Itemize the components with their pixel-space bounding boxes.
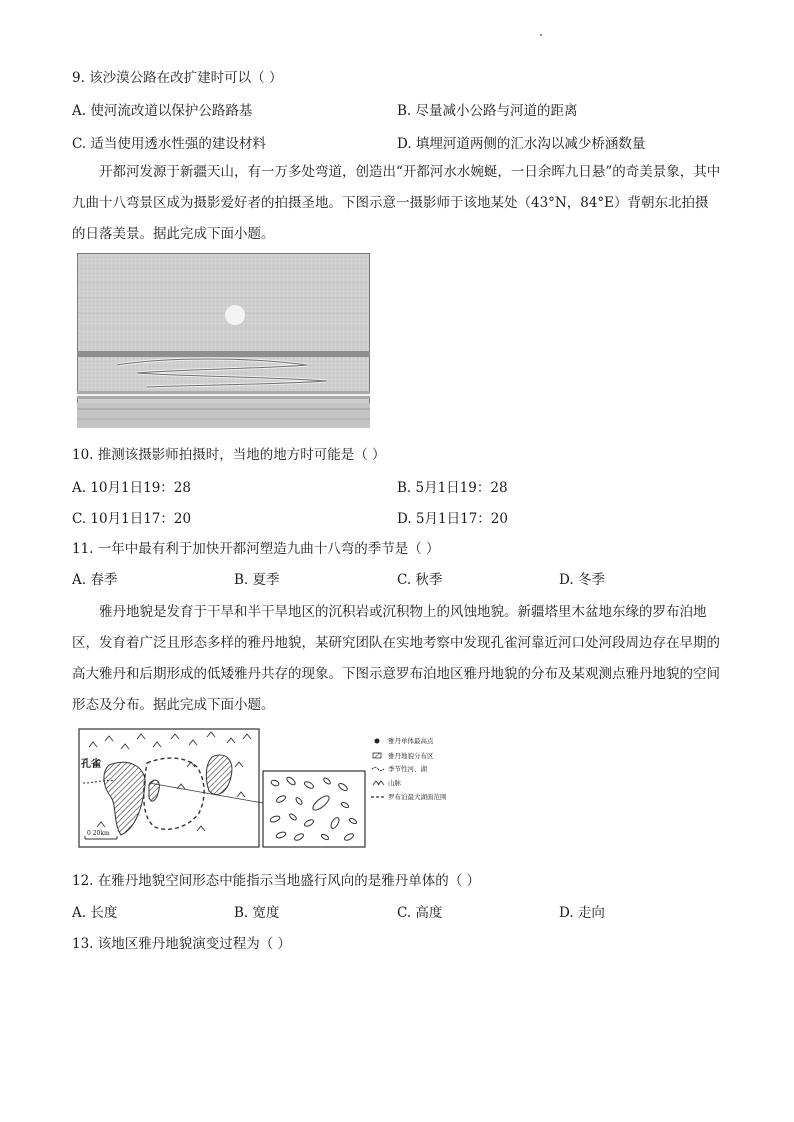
- map-scale-label: 0 20km: [87, 830, 110, 837]
- q9-option-b: B. 尽量减小公路与河道的距离: [397, 103, 578, 119]
- q9-option-c: C. 适当使用透水性强的建设材料: [72, 136, 266, 152]
- q9-option-a: A. 使河流改道以保护公路路基: [72, 103, 253, 119]
- speck: [540, 34, 542, 36]
- detail-map: [263, 771, 365, 847]
- q12-option-d: D. 走向: [559, 905, 605, 921]
- q11-stem: 11. 一年中最有利于加快开都河塑造九曲十八弯的季节是（ ）: [72, 541, 440, 557]
- q12-option-c: C. 高度: [397, 905, 443, 921]
- q12-option-a: A. 长度: [72, 905, 118, 921]
- legend-label-yardang-area: 雅丹地貌分布区: [388, 752, 434, 760]
- map-place-label: 孔雀: [81, 759, 101, 770]
- q9-stem: 9. 该沙漠公路在改扩建时可以（ ）: [72, 70, 283, 86]
- q10-option-b: B. 5月1日19：28: [397, 480, 508, 496]
- passage-kaidu-river: 开都河发源于新疆天山，有一万多处弯道，创造出“开都河水水婉蜒，一日余晖九日悬”的奇美景象，其中九曲十八弯景区成为摄影爱好者的拍摄圣地。下图示意一摄影师于该地某处（43°N，84°E）背朝东北拍摄的日落美景。据此完成下面小题。: [72, 164, 721, 242]
- q13-stem: 13. 该地区雅丹地貌演变过程为（ ）: [72, 936, 292, 952]
- q9-option-d: D. 填埋河道两侧的汇水沟以减少桥涵数量: [397, 136, 646, 152]
- sunset-photo: [77, 253, 370, 428]
- legend-label-seasonal-river: 季节性河、湖: [388, 765, 427, 773]
- q11-option-d: D. 冬季: [559, 572, 605, 588]
- map-legend-symbols: [371, 739, 385, 798]
- q10-stem: 10. 推测该摄影师拍摄时，当地的地方时可能是（ ）: [72, 447, 386, 463]
- q10-option-a: A. 10月1日19：28: [72, 480, 191, 496]
- yardang-map-figure: [77, 727, 507, 849]
- q10-option-c: C. 10月1日17：20: [72, 511, 192, 527]
- q11-option-b: B. 夏季: [234, 572, 280, 588]
- q12-option-b: B. 宽度: [234, 905, 280, 921]
- q11-option-a: A. 春季: [72, 572, 118, 588]
- legend-label-lake-boundary: 罗布泊最大湖面范围: [388, 793, 447, 801]
- legend-label-mountain: 山脉: [388, 779, 401, 787]
- q10-option-d: D. 5月1日17：20: [397, 511, 508, 527]
- legend-label-peak: 雅丹单体最高点: [388, 737, 434, 745]
- passage-yardang: 雅丹地貌是发育于干旱和半干旱地区的沉积岩或沉积物上的风蚀地貌。新疆塔里木盆地东缘的罗布泊地区，发育着广泛且形态多样的雅丹地貌，某研究团队在实地考察中发现孔雀河靠近河口处河段周边存在早期的高大雅丹和后期形成的低矮雅丹共存的现象。下图示意罗布泊地区雅丹地貌的分布及某观测点雅丹地貌的空间形态及分布。据此完成下面小题。: [72, 604, 720, 713]
- q11-option-c: C. 秋季: [397, 572, 443, 588]
- q12-stem: 12. 在雅丹地貌空间形态中能指示当地盛行风向的是雅丹单体的（ ）: [72, 873, 481, 889]
